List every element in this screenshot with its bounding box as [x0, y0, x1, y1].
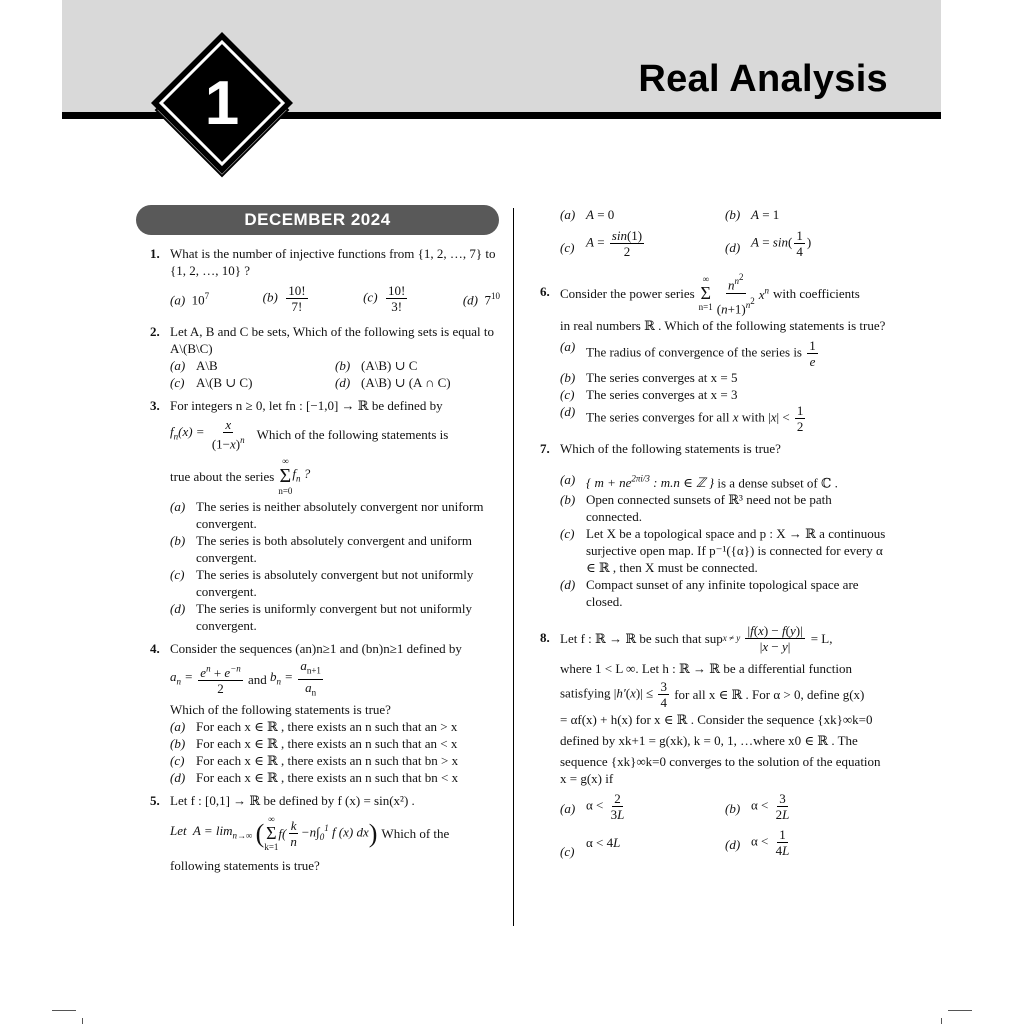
formula-line: Consider the power series ∞ Σ n=1 $\frac{n^{n^2}}{(n+1)^{n^2}}$ $x^n$ with coefficients [560, 272, 860, 316]
section-heading: DECEMBER 2024 [136, 205, 499, 235]
question-number: 6. [540, 284, 550, 299]
question-text: For integers n ≥ 0, let fn : [−1,0] → ℝ be defined by [170, 398, 443, 413]
question-text: Which of the following statements is [256, 426, 449, 442]
option-b: (b) α < $\frac{3}{2L}$ [725, 790, 790, 822]
question-4 [150, 640, 500, 786]
question-number: 5. [150, 793, 160, 808]
question-text: sequence {xk}∞k=0 converges to the solution of the equation [560, 754, 881, 770]
option-a: (a) α < $\frac{2}{3L}$ [560, 790, 625, 822]
question-text: Consider the sequences (an)n≥1 and (bn)n≥1 defined by [170, 641, 462, 656]
question-2 [150, 323, 500, 391]
column-divider [513, 208, 514, 926]
question-number: 4. [150, 641, 160, 656]
option-b: (b) $\frac{10!}{7!}$ [262, 282, 306, 314]
chapter-title: Real Analysis [638, 58, 888, 100]
chapter-number: 1 [204, 68, 240, 138]
question-number: 3. [150, 398, 160, 413]
formula-line [170, 454, 500, 498]
option-b: (b) For each x ∈ ℝ , there exists an n such that an < x [170, 736, 458, 751]
question-number: 8. [540, 630, 550, 646]
question-text: Let f : ℝ → ℝ be such that sup [560, 630, 723, 646]
option-b: (b) Open connected sunsets of ℝ³ need not be path connected. [560, 492, 832, 525]
option-d: (d) (A\B) ∪ (A ∩ C) [335, 375, 451, 390]
question-text: for all x ∈ ℝ . For α > 0, define g(x) [674, 686, 865, 702]
option-c: (c) α < 4L [560, 834, 621, 859]
question-text: following statements is true? [170, 858, 320, 873]
formula-line: Let $A = \lim_{n\to\infty}$ ( ∞ Σ k=1 f( $\frac{k}{n}$ $-n\int_0^1$ f (x) dx ) Which of the [170, 814, 450, 852]
formula-fraction: $\frac{a_{n+1}}{a_n}$ [300, 657, 321, 698]
option-a: (a) { $m + ne^{2\pi i/3}$ : m.n ∈ ℤ } is a dense subset of ℂ . [560, 472, 838, 491]
option-b: (b) A = 1 [725, 207, 780, 222]
option-a: (a) The radius of convergence of the series is $\frac{1}{e}$ [560, 338, 816, 369]
option-d: (d) For each x ∈ ℝ , there exists an n such that bn < x [170, 770, 459, 785]
formula-line: Let f : ℝ → ℝ be such that sup x ≠ y $\frac{|f(x) - f(y)|}{|x - y|}$ = L, [560, 622, 833, 654]
option-d: (d) The series is uniformly convergent but not uniformly convergent. [170, 601, 472, 633]
options-row [560, 825, 890, 859]
question-text: x = g(x) if [560, 771, 614, 787]
question-text: = αf(x) + h(x) for x ∈ ℝ . Consider the sequence {xk}∞k=0 [560, 712, 873, 728]
option-c: (c) A\(B ∪ C) [170, 375, 253, 390]
question-6 [540, 269, 890, 434]
option-c: (c) For each x ∈ ℝ , there exists an n such that bn > x [170, 753, 459, 768]
q5-options-row [560, 206, 890, 223]
question-number: 7. [540, 441, 550, 456]
options-row [170, 279, 500, 317]
options-row [170, 374, 500, 391]
sum-term: $f_n$ ? [292, 465, 311, 484]
option-b: (b) The series is both absolutely convergent and uniform convergent. [170, 533, 472, 565]
option-d: (d) α < $\frac{1}{4L}$ [725, 826, 790, 858]
formula-line: satisfying |h′(x)| ≤ $\frac{3}{4}$ for all x ∈ ℝ . For α > 0, define g(x) [560, 678, 865, 710]
option-a: (a) $10^7$ [170, 290, 210, 308]
option-d: (d) Compact sunset of any infinite topological space are closed. [560, 577, 859, 610]
question-text: Which of the following statements is true? [560, 441, 781, 456]
formula-line: $a_n$ = $\frac{e^n + e^{-n}}{2}$ and $b_n$ = $\frac{a_{n+1}}{a_n}$ [170, 657, 500, 701]
formula-line [170, 414, 500, 454]
crop-mark [52, 1010, 76, 1011]
crop-mark [82, 1018, 83, 1024]
option-a: (a) For each x ∈ ℝ , there exists an n such that an > x [170, 719, 458, 734]
question-text: What is the number of injective functions from {1, 2, …, 7} to {1, 2, …, 10} ? [170, 246, 496, 278]
option-b: (b) The series converges at x = 5 [560, 370, 738, 385]
question-text: Let f : [0,1] → ℝ be defined by f (x) = sin(x²) . [170, 793, 415, 808]
question-5 [150, 792, 500, 874]
formula-fraction: $\frac{x}{(1-x)^n}$ [211, 416, 245, 452]
option-a: (a) The series is neither absolutely convergent nor uniform convergent. [170, 499, 484, 531]
question-text: true about the series [170, 468, 275, 484]
option-a: (a) A = 0 [560, 207, 615, 222]
right-column [540, 206, 890, 865]
option-c: (c) Let X be a topological space and p : X → ℝ a continuous surjective open map. If p⁻¹({α}) is connected for every α ∈ ℝ , then X must be connected. [560, 526, 886, 576]
left-column [150, 245, 500, 880]
crop-mark [948, 1010, 972, 1011]
option-d: (d) The series converges for all x with |x| < $\frac{1}{2}$ [560, 403, 804, 434]
question-text: Which of the following statements is true? [170, 702, 391, 717]
question-1 [150, 245, 500, 317]
options-row [170, 357, 500, 374]
question-3 [150, 397, 500, 634]
question-7 [540, 440, 890, 610]
option-c: (c) A = $\frac{\sin(1)}{2}$ [560, 227, 643, 259]
question-text: Let A, B and C be sets, Which of the following sets is equal to A\(B\C) [170, 324, 494, 356]
q5-options-row [560, 223, 890, 263]
question-text: with coefficients [773, 285, 860, 301]
formula-fn: $f_n(x)$ = [170, 423, 208, 442]
option-c: (c) The series is absolutely convergent but not uniformly convergent. [170, 567, 474, 599]
option-d: (d) $7^{10}$ [462, 290, 500, 308]
option-d: (d) A = sin( $\frac{1}{4}$ ) [725, 227, 812, 259]
option-c: (c) The series converges at x = 3 [560, 387, 738, 402]
formula-fraction: $\frac{e^n + e^{-n}}{2}$ [200, 663, 241, 697]
question-text: in real numbers ℝ . Which of the following statements is true? [560, 318, 886, 333]
question-number: 2. [150, 324, 160, 339]
option-b: (b) (A\B) ∪ C [335, 358, 418, 373]
question-text: Which of the [381, 825, 450, 841]
crop-mark [941, 1018, 942, 1024]
question-text: defined by xk+1 = g(xk), k = 0, 1, …where x0 ∈ ℝ . The [560, 733, 858, 749]
options-row [560, 787, 890, 825]
question-text: where 1 < L ∞. Let h : ℝ → ℝ be a differential function [560, 661, 852, 677]
question-8 [540, 616, 890, 859]
sum-symbol: ∞ Σ n=0 [278, 456, 293, 496]
option-c: (c) $\frac{10!}{3!}$ [363, 282, 406, 314]
question-number: 1. [150, 246, 160, 261]
option-a: (a) A\B [170, 358, 218, 373]
chapter-number-badge [147, 32, 297, 182]
question-text: = L, [810, 630, 833, 646]
question-text: Consider the power series [560, 285, 695, 301]
